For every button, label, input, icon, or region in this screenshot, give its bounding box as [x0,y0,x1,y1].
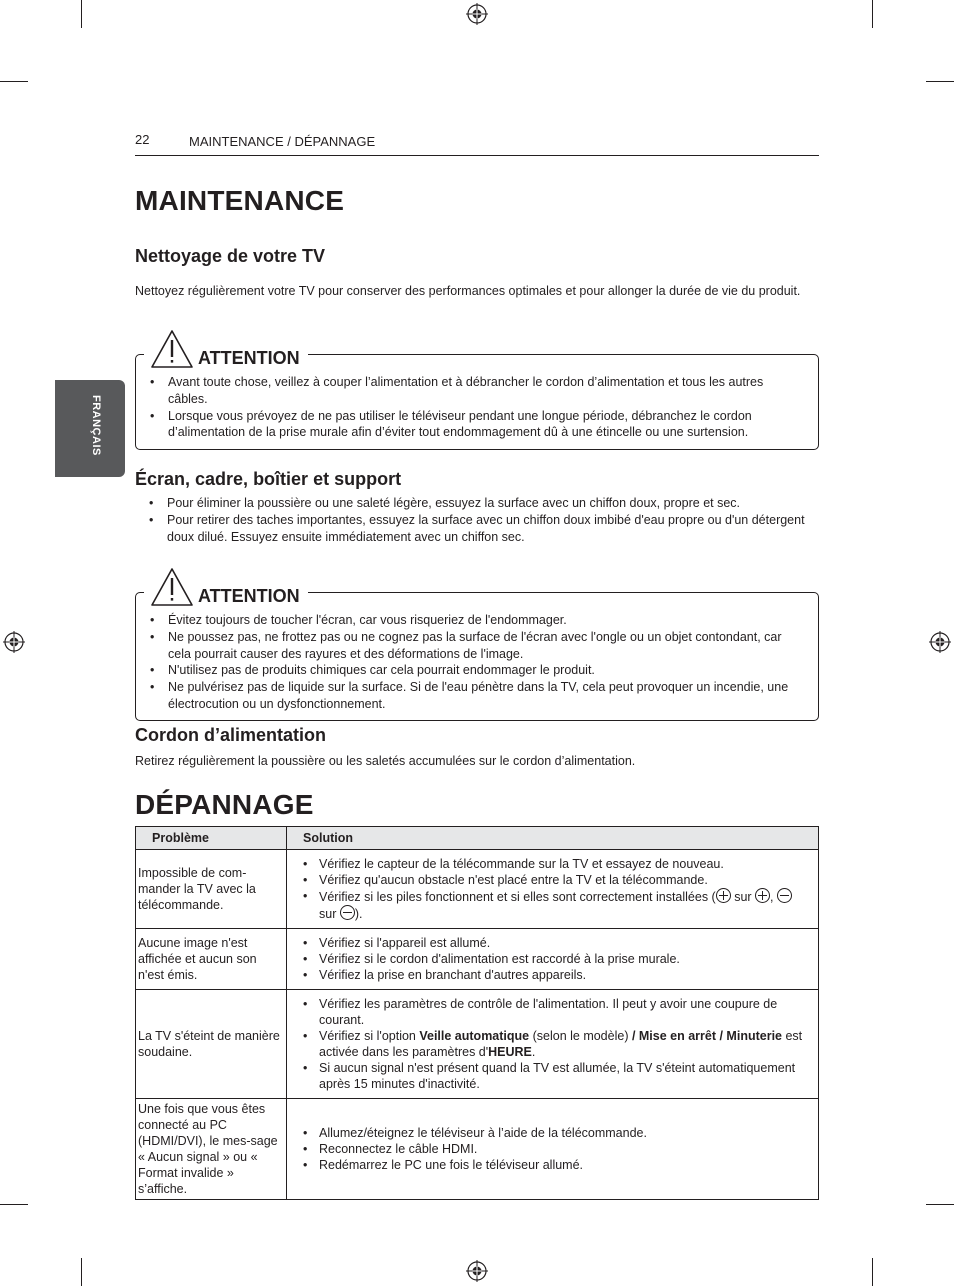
option-name: Veille automatique [419,1029,530,1043]
list-item: • Vérifiez la prise en branchant d'autres appareils. [303,967,804,983]
problem-cell: La TV s'éteint de manière soudaine. [136,990,287,1099]
list-item: • Lorsque vous prévoyez de ne pas utiliser le téléviseur pendant une longue période, débranchez le cordon d’alimentation de la prise murale afin d’éviter tout endommagement dû à une étincelle ou une surtension. [150,408,806,442]
list-item: • Avant toute chose, veillez à couper l’alimentation et à débrancher le cordon d’alimentation et tous les autres câbles. [150,374,806,408]
list-item: • Vérifiez les paramètres de contrôle de l'alimentation. Il peut y avoir une coupure de courant. [303,996,804,1028]
page-number: 22 [135,132,150,147]
troubleshooting-title: DÉPANNAGE [135,789,314,820]
screen-list [149,495,819,545]
solution-cell [287,990,819,1099]
registration-mark-icon [3,631,25,653]
warning-triangle-icon [150,329,194,369]
list-item: • Vérifiez si l'appareil est allumé. [303,935,804,951]
cleaning-intro: Nettoyez régulièrement votre TV pour conserver des performances optimales et pour allonger la durée de vie du produit. [135,284,801,298]
table-row [136,1099,819,1200]
registration-mark-icon [466,3,488,25]
minus-circle-icon [340,905,355,920]
problem-cell: Aucune image n'est affichée et aucun son n'est émis. [136,929,287,990]
solution-cell [287,850,819,929]
registration-mark-icon [929,631,951,653]
screen-heading: Écran, cadre, boîtier et support [135,469,402,489]
attention-label: ATTENTION [198,586,300,606]
list-item: • Vérifiez le capteur de la télécommande sur la TV et essayez de nouveau. [303,856,804,872]
list-item: • Ne pulvérisez pas de liquide sur la surface. Si de l'eau pénètre dans la TV, cela peut provoquer un incendie, une électrocution ou un dysfonctionnement. [150,679,806,713]
crop-mark [872,1258,873,1286]
crop-mark [926,81,954,82]
cleaning-heading: Nettoyage de votre TV [135,246,326,266]
list-item: • Vérifiez qu'aucun obstacle n'est placé entre la TV et la télécommande. [303,872,804,888]
troubleshooting-table [135,826,819,1200]
list-item: • N'utilisez pas de produits chimiques car cela pourrait endommager le produit. [150,662,806,679]
crop-mark [926,1204,954,1205]
crop-mark [81,0,82,28]
language-tab-label: FRANÇAIS [90,395,102,456]
cord-heading: Cordon d’alimentation [135,725,326,745]
list-item: • Vérifiez si le cordon d'alimentation est raccordé à la prise murale. [303,951,804,967]
list-item: • Ne poussez pas, ne frottez pas ou ne cognez pas la surface de l'écran avec l'ongle ou un objet contondant, car cela pourrait causer des rayures et des déformations de l'image. [150,629,806,663]
column-header-solution: Solution [287,827,819,850]
maintenance-title: MAINTENANCE [135,185,345,216]
running-header: MAINTENANCE / DÉPANNAGE [189,134,376,149]
list-item: • Évitez toujours de toucher l'écran, car vous risqueriez de l'endommager. [150,612,806,629]
menu-name: HEURE [488,1045,532,1059]
table-header-row [136,827,819,850]
solution-cell [287,1099,819,1200]
crop-mark [81,1258,82,1286]
list-item: • Vérifiez si les piles fonctionnent et si elles sont correctement installées ( sur , sur ). [303,888,804,922]
table-row [136,929,819,990]
plus-circle-icon [755,888,770,903]
attention-list [150,374,806,441]
attention-label: ATTENTION [198,348,300,368]
option-name: / Mise en arrêt / Minuterie [631,1029,782,1043]
header-divider [135,155,819,156]
minus-circle-icon [777,888,792,903]
attention-header [144,325,308,369]
column-header-problem: Problème [136,827,287,850]
solution-cell [287,929,819,990]
list-item: • Pour éliminer la poussière ou une saleté légère, essuyez la surface avec un chiffon doux, propre et sec. [149,495,819,512]
cord-text: Retirez régulièrement la poussière ou les saletés accumulées sur le cordon d’alimentation. [135,754,636,768]
crop-mark [872,0,873,28]
plus-circle-icon [716,888,731,903]
table-row [136,990,819,1099]
list-item: • Redémarrez le PC une fois le téléviseur allumé. [303,1157,804,1173]
list-item: • Reconnectez le câble HDMI. [303,1141,804,1157]
list-item: • Vérifiez si l'option Veille automatique (selon le modèle) / Mise en arrêt / Minuterie est activée dans les paramètres d'HEURE. [303,1028,804,1060]
crop-mark [0,81,28,82]
attention-box [135,348,819,450]
problem-cell: Une fois que vous êtes connecté au PC (HDMI/DVI), le mes-sage « Aucun signal » ou « Format invalide » s’affiche. [136,1099,287,1200]
list-item: • Pour retirer des taches importantes, essuyez la surface avec un chiffon doux imbibé d'eau propre ou d'un détergent doux dilué. Essuyez ensuite immédiatement avec un chiffon sec. [149,512,819,546]
list-item: • Allumez/éteignez le téléviseur à l’aide de la télécommande. [303,1125,804,1141]
table-row [136,850,819,929]
problem-cell: Impossible de com-mander la TV avec la télécommande. [136,850,287,929]
crop-mark [0,1204,28,1205]
registration-mark-icon [466,1260,488,1282]
list-item: • Si aucun signal n'est présent quand la TV est allumée, la TV s'éteint automatiquement après 15 minutes d'inactivité. [303,1060,804,1092]
warning-triangle-icon [150,567,194,607]
attention-list [150,612,806,713]
language-tab [55,380,125,477]
attention-box [135,586,819,721]
attention-header [144,563,308,607]
